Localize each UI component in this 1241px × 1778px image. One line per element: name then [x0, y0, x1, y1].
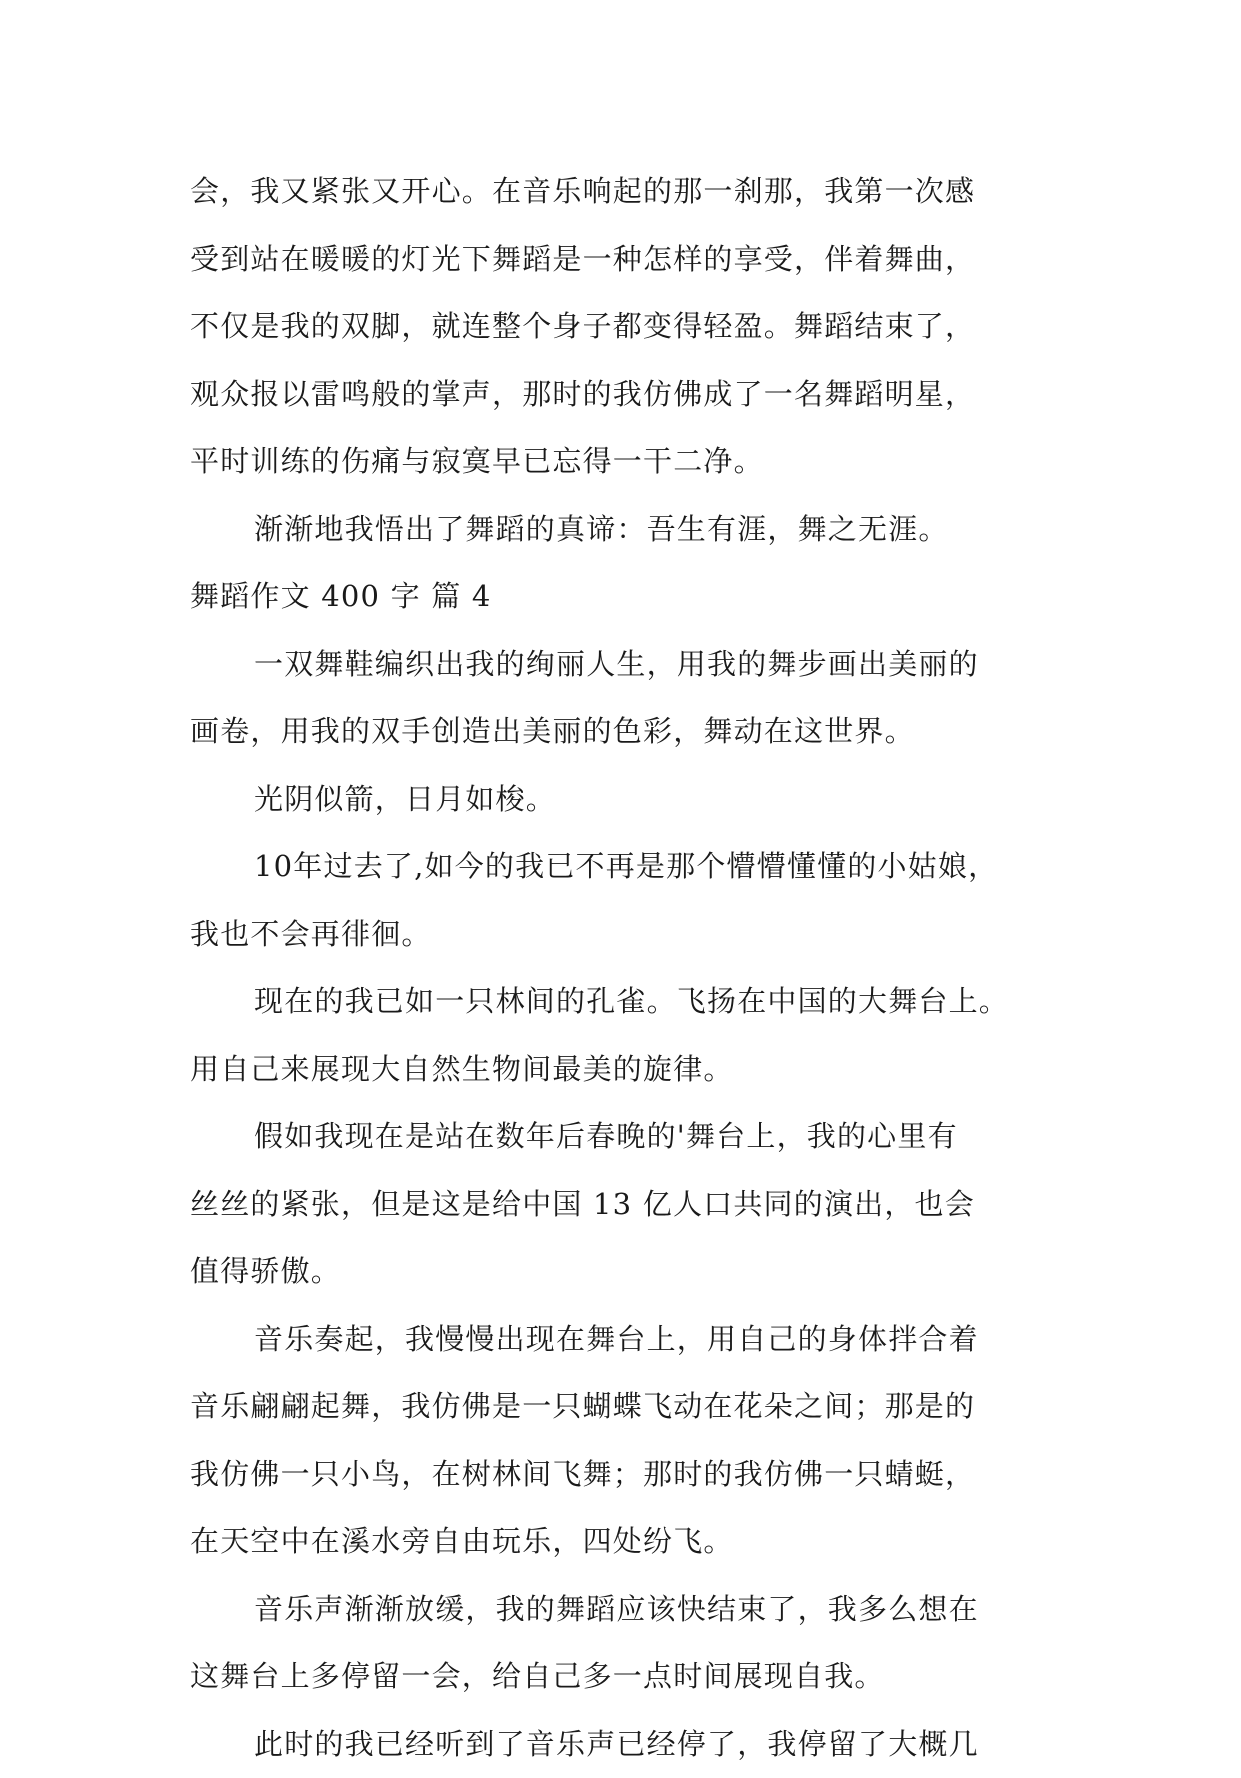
text-line: 观众报以雷鸣般的掌声，那时的我仿佛成了一名舞蹈明星，: [190, 361, 1060, 429]
text-line: 音乐翩翩起舞，我仿佛是一只蝴蝶飞动在花朵之间；那是的: [190, 1373, 1060, 1441]
text-line: 平时训练的伤痛与寂寞早已忘得一干二净。: [190, 428, 1060, 496]
text-line: 在天空中在溪水旁自由玩乐，四处纷飞。: [190, 1508, 1060, 1576]
text-line: 不仅是我的双脚，就连整个身子都变得轻盈。舞蹈结束了，: [190, 293, 1060, 361]
text-line: 此时的我已经听到了音乐声已经停了，我停留了大概几: [190, 1711, 1060, 1778]
text-line: 丝丝的紧张，但是这是给中国 13 亿人口共同的演出，也会: [190, 1171, 1060, 1239]
text-line: 光阴似箭，日月如梭。: [190, 766, 1060, 834]
section-heading: 舞蹈作文 400 字 篇 4: [190, 563, 1060, 631]
text-line: 受到站在暖暖的灯光下舞蹈是一种怎样的享受，伴着舞曲，: [190, 226, 1060, 294]
text-line: 这舞台上多停留一会，给自己多一点时间展现自我。: [190, 1643, 1060, 1711]
text-line: 会，我又紧张又开心。在音乐响起的那一刹那，我第一次感: [190, 158, 1060, 226]
text-line: 一双舞鞋编织出我的绚丽人生，用我的舞步画出美丽的: [190, 631, 1060, 699]
text-line: 10年过去了,如今的我已不再是那个懵懵懂懂的小姑娘，: [190, 833, 1060, 901]
text-line: 我仿佛一只小鸟，在树林间飞舞；那时的我仿佛一只蜻蜓，: [190, 1441, 1060, 1509]
text-line: 值得骄傲。: [190, 1238, 1060, 1306]
document-page: [190, 158, 1060, 1778]
text-line: 渐渐地我悟出了舞蹈的真谛：吾生有涯，舞之无涯。: [190, 496, 1060, 564]
text-line: 音乐声渐渐放缓，我的舞蹈应该快结束了，我多么想在: [190, 1576, 1060, 1644]
text-line: 音乐奏起，我慢慢出现在舞台上，用自己的身体拌合着: [190, 1306, 1060, 1374]
text-line: 我也不会再徘徊。: [190, 901, 1060, 969]
text-line: 现在的我已如一只林间的孔雀。飞扬在中国的大舞台上。: [190, 968, 1060, 1036]
text-line: 画卷，用我的双手创造出美丽的色彩，舞动在这世界。: [190, 698, 1060, 766]
text-line: 用自己来展现大自然生物间最美的旋律。: [190, 1036, 1060, 1104]
text-line: 假如我现在是站在数年后春晚的'舞台上，我的心里有: [190, 1103, 1060, 1171]
